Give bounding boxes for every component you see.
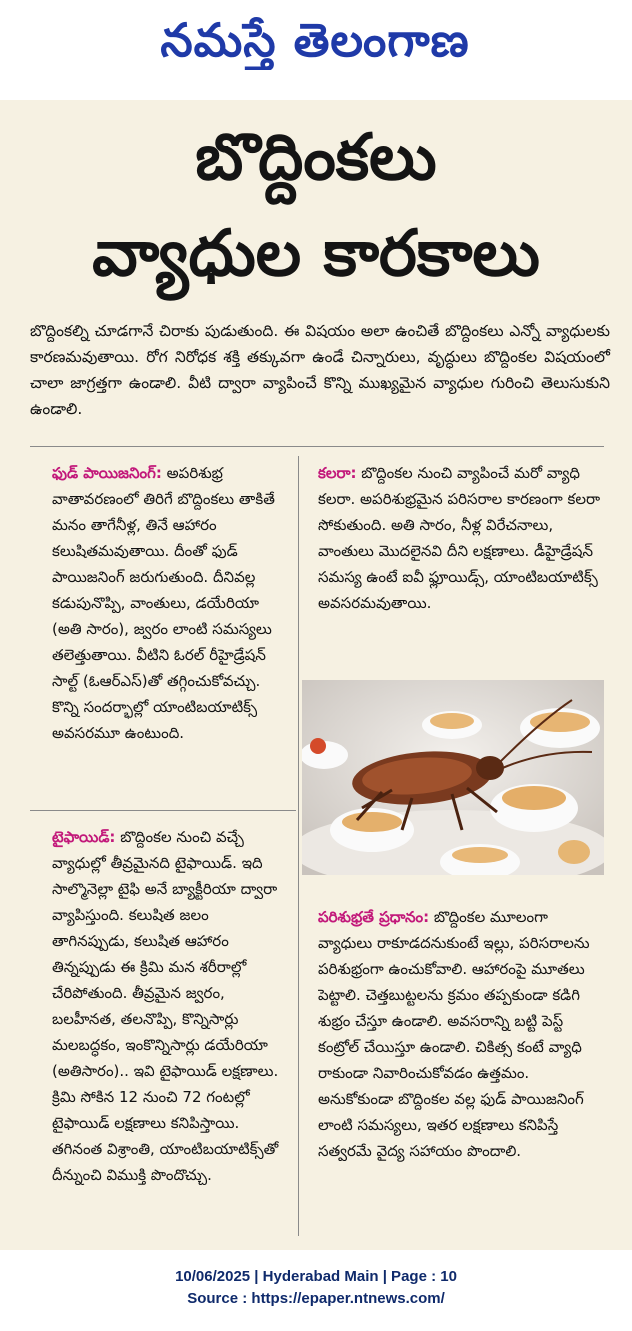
typhoid-body: బొద్దింకల నుంచి వచ్చే వ్యాధుల్లో తీవ్రమైనది టైఫాయిడ్. ఇది సాల్మొనెల్లా టైఫి అనే బ్యాక్టీరియా ద్వారా వ్యాపిస్తుంది. కలుషిత జలం తాగినప్పుడు, కలుషిత ఆహారం తిన్నప్పుడు ఈ క్రిమి మన శరీరాల్లో చేరిపోతుంది. తీవ్రమైన జ్వరం, బలహీనత, తలనొప్పి, కొన్నిసార్లు మలబద్ధకం, ఇంకొన్నిసార్లు డయేరియా (అతిసారం).. ఇవి టైఫాయిడ్ లక్షణాలు. క్రిమి సోకిన 12 నుంచి 72 గంటల్లో టైఫాయిడ్ లక్షణాలు కనిపిస్తాయి. తగినంత విశ్రాంతి, యాంటిబయాటిక్స్‌తో దీన్నుంచి విముక్తి పొందొచ్చు.: [52, 828, 279, 1184]
cockroach-on-food-photo: [302, 680, 604, 875]
masthead: [0, 0, 632, 100]
typhoid-heading: టైఫాయిడ్:: [52, 828, 116, 846]
headline-line-1: బొద్దింకలు: [195, 121, 437, 195]
food-poisoning-heading: ఫుడ్ పాయిజనింగ్:: [52, 464, 162, 482]
page-footer: [0, 1266, 632, 1310]
column-divider: [298, 456, 299, 1236]
cholera-heading: కలరా:: [318, 464, 357, 482]
newspaper-logo: నమస్తే తెలంగాణ: [160, 13, 470, 67]
article-intro: బొద్దింకల్ని చూడగానే చిరాకు పుడుతుంది. ఈ విషయం అలా ఉంచితే బొద్దింకలు ఎన్నో వ్యాధులకు కారణమవుతాయి. రోగ నిరోధక శక్తి తక్కువగా ఉండే చిన్నారులు, వృద్ధులు బొద్దింకల విషయంలో చాలా జాగ్రత్తగా ఉండాలి. వీటి ద్వారా వ్యాపించే కొన్ని ముఖ్యమైన వ్యాధుల గురించి తెలుసుకుని ఉండాలి.: [30, 322, 610, 418]
footer-date-edition: 10/06/2025 | Hyderabad Main | Page : 10: [175, 1268, 457, 1285]
footer-source-link[interactable]: Source : https://epaper.ntnews.com/: [187, 1290, 445, 1307]
section-cholera: [318, 460, 604, 660]
divider-left-column: [30, 810, 296, 811]
food-poisoning-body: అపరిశుభ్ర వాతావరణంలో తిరిగే బొద్దింకలు తాకితే మనం తాగేనీళ్ల, తినే ఆహారం కలుషితమవుతాయి. దీంతో ఫుడ్ పాయిజనింగ్ జరుగుతుంది. దీనివల్ల కడుపునొప్పి, వాంతులు, డయేరియా (అతి సారం), జ్వరం లాంటి సమస్యలు తలెత్తుతాయి. వీటిని ఓరల్ రీహైడ్రేషన్ సాల్ట్ (ఓఆర్ఎస్)తో తగ్గించుకోవచ్చు. కొన్ని సందర్భాల్లో యాంటిబయాటిక్స్ అవసరమూ ఉంటుంది.: [52, 464, 275, 742]
hygiene-heading: పరిశుభ్రతే ప్రధానం:: [318, 908, 430, 926]
divider-intro: [30, 446, 604, 447]
section-hygiene: [318, 904, 604, 1236]
section-food-poisoning: [52, 460, 284, 800]
headline-line-2: వ్యాధుల కారకాలు: [92, 217, 540, 291]
hygiene-body: బొద్దింకల మూలంగా వ్యాధులు రాకూడదనుకుంటే ఇల్లు, పరిసరాలను పరిశుభ్రంగా ఉంచుకోవాలి. ఆహారంపై మూతలు పెట్టాలి. చెత్తబుట్టలను క్రమం తప్పకుండా కడిగి శుభ్రం చేస్తూ ఉండాలి. అవసరాన్ని బట్టి పెస్ట్ కంట్రోల్ చేయిస్తూ ఉండాలి. చికిత్స కంటే వ్యాధి రాకుండా నివారించుకోవడం ఉత్తమం. అనుకోకుండా బొద్దింకల వల్ల ఫుడ్ పాయిజనింగ్ లాంటి సమస్యలు, ఇతర లక్షణాలు కనిపిస్తే సత్వరమే వైద్య సహాయం పొందాలి.: [318, 908, 590, 1160]
section-typhoid: [52, 824, 284, 1234]
cholera-body: బొద్దింకల నుంచి వ్యాపించే మరో వ్యాధి కలరా. అపరిశుభ్రమైన పరిసరాల కారణంగా కలరా సోకుతుంది. అతి సారం, నీళ్ల విరేచనాలు, వాంతులు మొదలైనవి దీని లక్షణాలు. డీహైడ్రేషన్ సమస్య ఉంటే ఐవీ ఫ్లూయిడ్స్, యాంటిబయాటిక్స్ అవసరమవుతాయి.: [318, 464, 601, 612]
